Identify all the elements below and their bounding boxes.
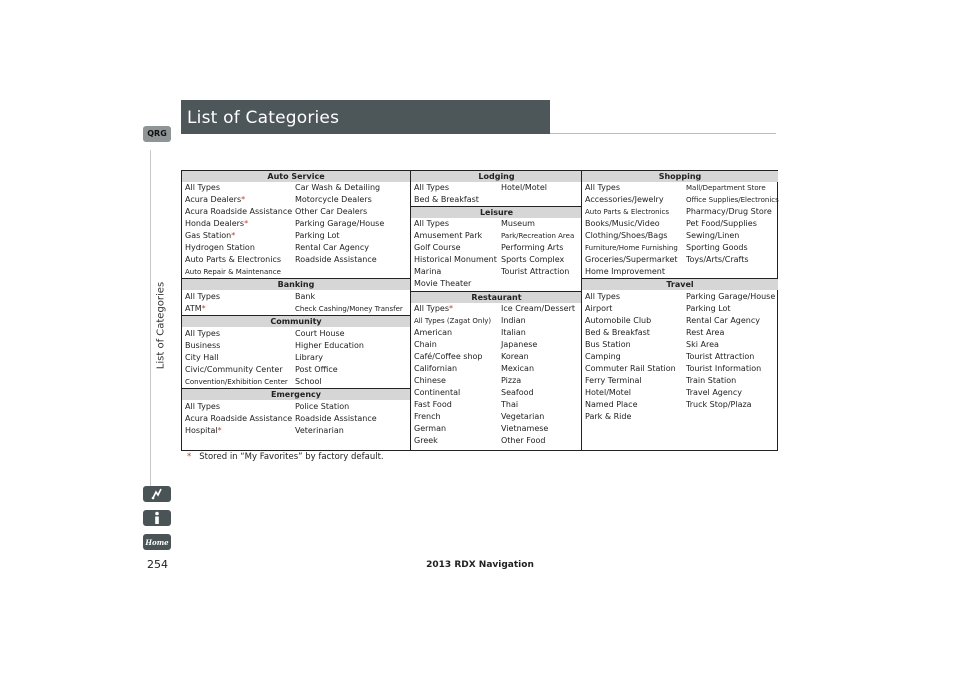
list-item: Commuter Rail Station xyxy=(585,364,676,373)
travel-header: Travel xyxy=(582,279,778,290)
list-item: Golf Course xyxy=(414,243,461,252)
list-item: Post Office xyxy=(295,365,338,374)
list-item: Other Car Dealers xyxy=(295,207,368,216)
list-item: Clothing/Shoes/Bags xyxy=(585,231,668,240)
favorite-asterisk: * xyxy=(244,219,249,228)
list-item: Bank xyxy=(295,292,316,301)
list-item: Performing Arts xyxy=(501,243,564,252)
page-title: List of Categories xyxy=(187,108,340,128)
list-item: American xyxy=(414,328,453,337)
list-item: All Types xyxy=(414,219,450,228)
list-item: Seafood xyxy=(501,388,534,397)
list-item: Park/Recreation Area xyxy=(501,232,575,240)
restaurant-header: Restaurant xyxy=(411,292,582,303)
list-item: Travel Agency xyxy=(686,388,742,397)
list-item: Parking Garage/House xyxy=(295,219,385,228)
list-item: All Types xyxy=(585,292,621,301)
list-item: Pizza xyxy=(501,376,522,385)
list-item: Museum xyxy=(501,219,535,228)
list-item: All Types xyxy=(185,329,221,338)
footnote-text: Stored in “My Favorites” by factory default. xyxy=(199,452,384,462)
list-item: Pet Food/Supplies xyxy=(686,219,757,228)
list-item: Auto Parts & Electronics xyxy=(185,255,282,264)
lodging-header: Lodging xyxy=(411,171,582,182)
column-2 xyxy=(410,171,582,450)
list-item: Movie Theater xyxy=(414,279,472,288)
favorite-asterisk: * xyxy=(201,304,206,313)
list-item: Camping xyxy=(585,352,621,361)
list-item: Convention/Exhibition Center xyxy=(185,378,288,386)
list-item: Historical Monument xyxy=(414,255,497,264)
list-item: Italian xyxy=(501,328,526,337)
list-item: Mall/Department Store xyxy=(686,184,766,192)
qrg-button[interactable]: QRG xyxy=(143,126,171,142)
list-item: Tourist Attraction xyxy=(686,352,755,361)
list-item: Truck Stop/Plaza xyxy=(686,400,752,409)
favorite-asterisk: * xyxy=(231,231,236,240)
banking-header: Banking xyxy=(182,279,410,290)
list-item: Sports Complex xyxy=(501,255,565,264)
list-item: Continental xyxy=(414,388,461,397)
list-item: Accessories/Jewelry xyxy=(585,195,664,204)
list-item: Chinese xyxy=(414,376,446,385)
list-item: Business xyxy=(185,341,221,350)
list-item: Auto Repair & Maintenance xyxy=(185,268,281,276)
list-item: All Types xyxy=(414,183,450,192)
list-item: Chain xyxy=(414,340,437,349)
list-item: Café/Coffee shop xyxy=(414,352,483,361)
list-item: School xyxy=(295,377,322,386)
list-item: Veterinarian xyxy=(295,426,344,435)
list-item: Acura Roadside Assistance xyxy=(185,414,293,423)
list-item: Acura Dealers* xyxy=(185,195,246,204)
list-item: Gas Station* xyxy=(185,231,236,240)
list-item: Hotel/Motel xyxy=(501,183,547,192)
list-item: Parking Lot xyxy=(295,231,340,240)
list-item: Rest Area xyxy=(686,328,725,337)
side-rule xyxy=(150,150,151,498)
list-item: Bus Station xyxy=(585,340,631,349)
list-item: Named Place xyxy=(585,400,638,409)
list-item: Mexican xyxy=(501,364,535,373)
list-item: Ski Area xyxy=(686,340,719,349)
auto-service-header: Auto Service xyxy=(182,171,410,182)
list-item: Train Station xyxy=(686,376,737,385)
list-item: Sporting Goods xyxy=(686,243,748,252)
community-header: Community xyxy=(182,316,410,327)
list-item: Hydrogen Station xyxy=(185,243,255,252)
page-number: 254 xyxy=(147,558,168,571)
home-icon[interactable] xyxy=(143,534,171,550)
list-item: Sewing/Linen xyxy=(686,231,740,240)
list-item: French xyxy=(414,412,441,421)
list-item: Park & Ride xyxy=(585,412,632,421)
list-item: Acura Roadside Assistance xyxy=(185,207,293,216)
list-item: Home Improvement xyxy=(585,267,665,276)
list-item: Rental Car Agency xyxy=(295,243,369,252)
list-item: Greek xyxy=(414,436,438,445)
list-item: Parking Garage/House xyxy=(686,292,776,301)
side-label-text: List of Categories xyxy=(155,281,167,370)
list-item: All Types xyxy=(185,183,221,192)
list-item: Higher Education xyxy=(295,341,364,350)
list-item: Korean xyxy=(501,352,529,361)
favorite-asterisk: * xyxy=(241,195,246,204)
list-item: Motorcycle Dealers xyxy=(295,195,372,204)
list-item: Auto Parts & Electronics xyxy=(585,208,670,216)
title-rule xyxy=(550,133,776,134)
list-item: All Types xyxy=(585,183,621,192)
list-item: Office Supplies/Electronics xyxy=(686,196,779,204)
list-item: Automobile Club xyxy=(585,316,652,325)
list-item: Hospital* xyxy=(185,426,222,435)
list-item: Tourist Information xyxy=(686,364,762,373)
list-item: Indian xyxy=(501,316,526,325)
column-1 xyxy=(182,171,410,450)
list-item: Honda Dealers* xyxy=(185,219,249,228)
list-item: Roadside Assistance xyxy=(295,255,377,264)
list-item: Check Cashing/Money Transfer xyxy=(295,305,403,313)
list-item: Roadside Assistance xyxy=(295,414,377,423)
list-item: Thai xyxy=(501,400,519,409)
list-item: Hotel/Motel xyxy=(585,388,631,397)
list-item: City Hall xyxy=(185,353,219,362)
list-item: Groceries/Supermarket xyxy=(585,255,678,264)
list-item: Vegetarian xyxy=(501,412,545,421)
list-item: Furniture/Home Furnishing xyxy=(585,244,678,252)
list-item: Toys/Arts/Crafts xyxy=(686,255,749,264)
list-item: Ferry Terminal xyxy=(585,376,642,385)
list-item: Bed & Breakfast xyxy=(585,328,650,337)
emergency-header: Emergency xyxy=(182,389,410,400)
list-item: Japanese xyxy=(501,340,538,349)
list-item: Vietnamese xyxy=(501,424,549,433)
list-item: Californian xyxy=(414,364,458,373)
side-label xyxy=(152,150,168,498)
list-item: Airport xyxy=(585,304,613,313)
footnote-asterisk: * xyxy=(187,452,192,462)
list-item: Books/Music/Video xyxy=(585,219,660,228)
svg-text:Home: Home xyxy=(145,538,169,547)
list-item: All Types* xyxy=(414,304,454,313)
voice-command-icon[interactable] xyxy=(143,486,171,502)
column-3 xyxy=(581,171,778,450)
list-item: Civic/Community Center xyxy=(185,365,283,374)
list-item: Court House xyxy=(295,329,345,338)
favorite-asterisk: * xyxy=(449,304,454,313)
list-item: Pharmacy/Drug Store xyxy=(686,207,772,216)
list-item: Library xyxy=(295,353,323,362)
list-item: All Types xyxy=(185,292,221,301)
info-icon[interactable] xyxy=(143,510,171,526)
list-item: Tourist Attraction xyxy=(501,267,570,276)
list-item: Other Food xyxy=(501,436,546,445)
list-item: All Types xyxy=(185,402,221,411)
list-item: All Types (Zagat Only) xyxy=(414,317,492,325)
list-item: ATM* xyxy=(185,304,206,313)
list-item: German xyxy=(414,424,447,433)
list-item: Parking Lot xyxy=(686,304,731,313)
footnote xyxy=(187,452,384,462)
categories-table xyxy=(181,170,778,451)
shopping-header: Shopping xyxy=(582,171,778,182)
list-item: Amusement Park xyxy=(414,231,483,240)
list-item: Police Station xyxy=(295,402,350,411)
list-item: Ice Cream/Dessert xyxy=(501,304,575,313)
favorite-asterisk: * xyxy=(217,426,222,435)
footer-text: 2013 RDX Navigation xyxy=(426,560,534,570)
list-item: Marina xyxy=(414,267,442,276)
list-item: Bed & Breakfast xyxy=(414,195,479,204)
list-item: Car Wash & Detailing xyxy=(295,183,381,192)
list-item: Fast Food xyxy=(414,400,452,409)
leisure-header: Leisure xyxy=(411,207,582,218)
list-item: Rental Car Agency xyxy=(686,316,760,325)
